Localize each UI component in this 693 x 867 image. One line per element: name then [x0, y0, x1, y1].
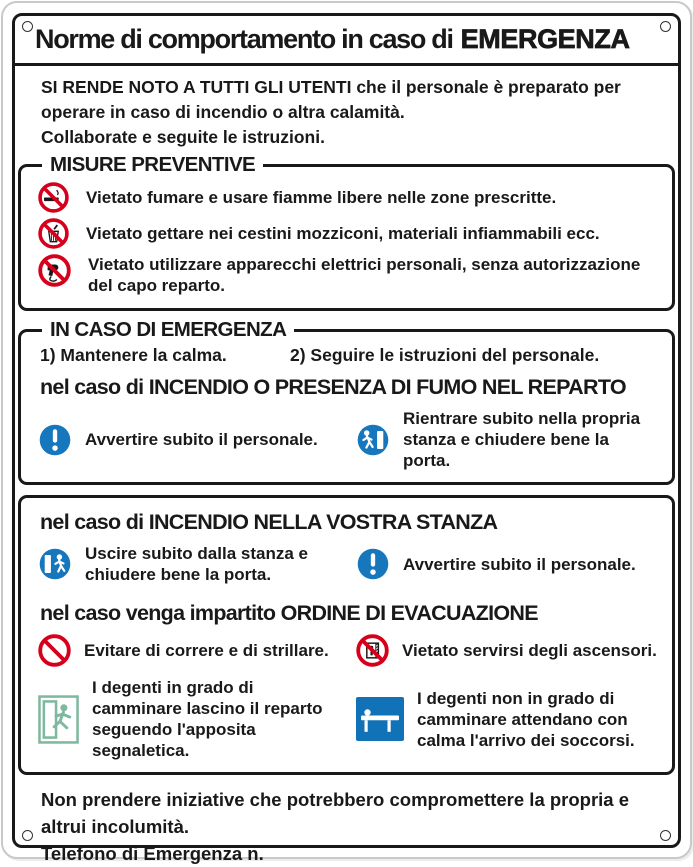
intro-paragraph — [41, 75, 638, 150]
no-electric-appliances-prohibition-icon — [38, 254, 71, 287]
screw-hole-top-left — [22, 21, 33, 32]
subheading-ordine-evacuazione — [40, 601, 660, 626]
alert-exclamation-mandatory-icon — [38, 423, 72, 457]
subheading-incendio-stanza — [40, 510, 660, 535]
list-item-text: Vietato fumare e usare fiamme libere nelle zone prescritte. — [86, 187, 556, 208]
intro-line-1: SI RENDE NOTO A TUTTI GLI UTENTI che il personale è preparato per operare in caso di incendio o altra calamità. — [41, 75, 638, 125]
instruction-columns — [38, 634, 660, 667]
instruction-columns — [38, 677, 660, 761]
subheading-prefix: nel caso di — [40, 510, 143, 534]
footer-warning: Non prendere iniziative che potrebbero compromettere la propria e altrui incolumità. — [41, 786, 648, 840]
page-title — [15, 16, 678, 66]
list-item-text: Vietato utilizzare apparecchi elettrici personali, senza autorizzazione del capo reparto. — [88, 254, 660, 296]
intro-line-2: Collaborate e seguite le istruzioni. — [41, 125, 638, 150]
instruction-columns — [38, 543, 660, 585]
list-item — [356, 634, 660, 667]
section-emergenza-legend: IN CASO DI EMERGENZA — [42, 318, 294, 342]
list-item — [38, 677, 356, 761]
leave-room-mandatory-icon — [38, 547, 72, 581]
screw-hole-top-right — [660, 21, 671, 32]
numbered-instructions — [40, 345, 660, 366]
list-item-text: Vietato gettare nei cestini mozziconi, materiali infiammabili ecc. — [86, 223, 600, 244]
instruction-1: 1) Mantenere la calma. — [40, 345, 290, 366]
list-item-text: Avvertire subito il personale. — [85, 429, 318, 450]
list-item — [38, 218, 660, 249]
no-waste-bin-prohibition-icon — [38, 218, 69, 249]
section-vostra-stanza — [18, 495, 675, 775]
list-item-text: Uscire subito dalla stanza e chiudere bene la porta. — [85, 543, 346, 585]
list-item — [356, 677, 660, 761]
no-elevator-prohibition-icon — [356, 634, 389, 667]
instruction-columns — [38, 408, 660, 471]
subheading-emphasis: INCENDIO NELLA VOSTRA STANZA — [149, 510, 498, 534]
list-item-text: I degenti in grado di camminare lascino il reparto seguendo l'apposita segnaletica. — [92, 677, 346, 761]
alert-exclamation-mandatory-icon — [356, 547, 390, 581]
list-item — [38, 254, 660, 296]
emergency-sign — [1, 1, 692, 859]
list-item — [38, 182, 660, 213]
title-prefix: Norme di comportamento in caso di — [35, 24, 453, 55]
list-item-text: I degenti non in grado di camminare attendano con calma l'arrivo dei soccorsi. — [417, 688, 660, 751]
title-emphasis: EMERGENZA — [461, 24, 630, 55]
emergency-phone-label: Telefono di Emergenza n. — [41, 840, 648, 867]
subheading-emphasis: INCENDIO O PRESENZA DI FUMO NEL REPARTO — [149, 375, 626, 399]
list-item-text: Avvertire subito il personale. — [403, 554, 636, 575]
return-to-room-mandatory-icon — [356, 423, 390, 457]
section-in-caso-di-emergenza — [18, 318, 675, 485]
emergency-exit-icon — [38, 695, 79, 744]
screw-hole-bottom-left — [22, 830, 33, 841]
list-item — [356, 543, 660, 585]
subheading-prefix: nel caso di — [40, 375, 143, 399]
no-entry-prohibition-icon — [38, 634, 71, 667]
list-item — [38, 634, 356, 667]
subheading-prefix: nel caso venga impartito — [40, 601, 275, 625]
subheading-fumo-reparto — [40, 375, 660, 400]
footer-note — [41, 786, 648, 867]
list-item-text: Rientrare subito nella propria stanza e chiudere bene la porta. — [403, 408, 660, 471]
subheading-emphasis: ORDINE DI EVACUAZIONE — [281, 601, 538, 625]
list-item — [356, 408, 660, 471]
no-smoking-prohibition-icon — [38, 182, 69, 213]
patient-bed-icon — [356, 697, 404, 741]
list-item — [38, 543, 356, 585]
instruction-2: 2) Seguire le istruzioni del personale. — [290, 345, 599, 366]
list-item-text: Vietato servirsi degli ascensori. — [402, 640, 657, 661]
screw-hole-bottom-right — [660, 830, 671, 841]
list-item-text: Evitare di correre e di strillare. — [84, 640, 329, 661]
section-misure-legend: MISURE PREVENTIVE — [42, 153, 263, 177]
sign-inner-border — [12, 13, 681, 848]
section-misure-preventive — [18, 153, 675, 311]
list-item — [38, 408, 356, 471]
